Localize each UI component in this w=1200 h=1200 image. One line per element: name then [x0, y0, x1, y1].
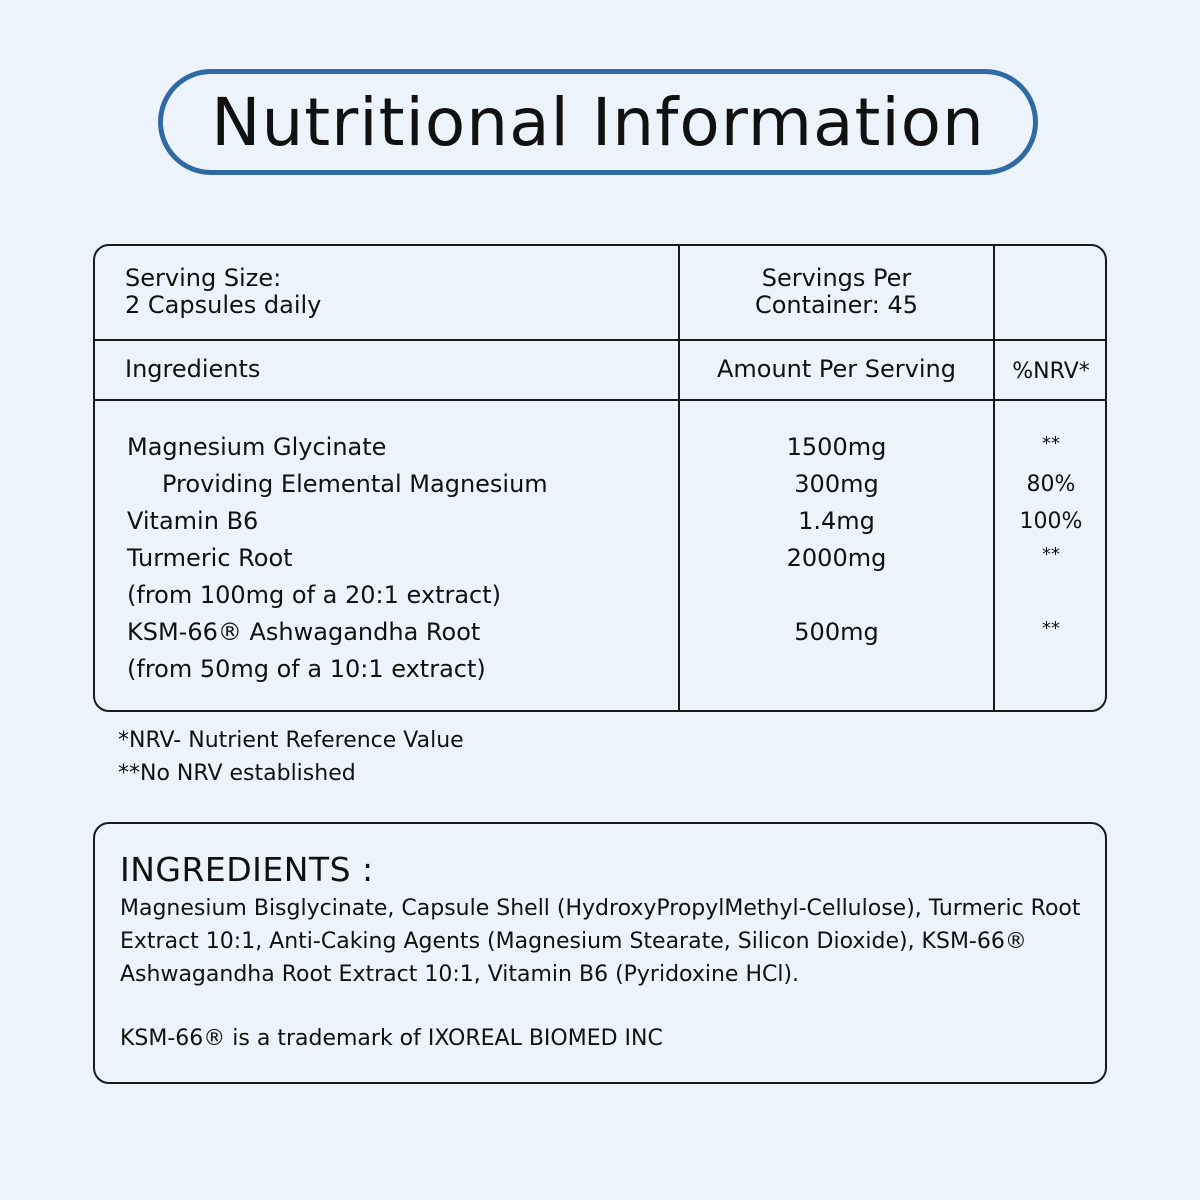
footnote-nrv: *NRV- Nutrient Reference Value [118, 728, 464, 753]
ingredient-amount: 1500mg [786, 433, 887, 461]
page-title: Nutritional Information [211, 83, 985, 161]
ingredient-nrv: ** [1042, 433, 1060, 454]
servings-per-value: Container: 45 [754, 291, 919, 319]
ingredient-amount: 300mg [794, 470, 879, 498]
row-divider [95, 339, 1105, 341]
column-header-ingredients: Ingredients [125, 355, 261, 383]
ingredient-name: (from 50mg of a 10:1 extract) [127, 655, 486, 683]
row-divider [95, 399, 1105, 401]
ingredients-panel [93, 822, 1107, 1084]
serving-size-label: Serving Size: [125, 264, 282, 292]
servings-per-label: Servings Per [761, 264, 912, 292]
serving-size [125, 265, 321, 319]
column-header-nrv: %NRV* [1012, 359, 1090, 384]
ingredient-name: Turmeric Root [127, 544, 293, 572]
ingredient-amount: 1.4mg [798, 507, 875, 535]
ingredient-name: Magnesium Glycinate [127, 433, 387, 461]
ingredient-nrv: 80% [1026, 472, 1076, 497]
ingredient-name: Vitamin B6 [127, 507, 259, 535]
ingredient-nrv: 100% [1019, 509, 1083, 534]
ingredient-name: (from 100mg of a 20:1 extract) [127, 581, 502, 609]
footnote-no-nrv: **No NRV established [118, 761, 356, 786]
ingredient-nrv: ** [1042, 544, 1060, 565]
ingredient-amount: 2000mg [786, 544, 887, 572]
nutrition-table [93, 244, 1107, 712]
title-banner [158, 69, 1038, 175]
ingredient-name: Providing Elemental Magnesium [162, 470, 548, 498]
trademark-note: KSM-66® is a trademark of IXOREAL BIOMED INC [120, 1026, 663, 1051]
ingredient-name: KSM-66® Ashwagandha Root [127, 618, 481, 646]
column-header-amount: Amount Per Serving [716, 355, 956, 383]
ingredient-amount: 500mg [794, 618, 879, 646]
ingredient-nrv: ** [1042, 618, 1060, 639]
ingredients-heading: INGREDIENTS : [120, 850, 374, 889]
serving-size-value: 2 Capsules daily [125, 291, 322, 319]
servings-per-container [680, 265, 993, 319]
ingredients-list: Magnesium Bisglycinate, Capsule Shell (HydroxyPropylMethyl-Cellulose), Turmeric Root Extract 10:1, Anti-Caking Agents (Magnesium Stearate, Silicon Dioxide), KSM-66® Ashwagandha Root Extract 10:1, Vitamin B6 (Pyridoxine HCl). [120, 896, 1081, 987]
